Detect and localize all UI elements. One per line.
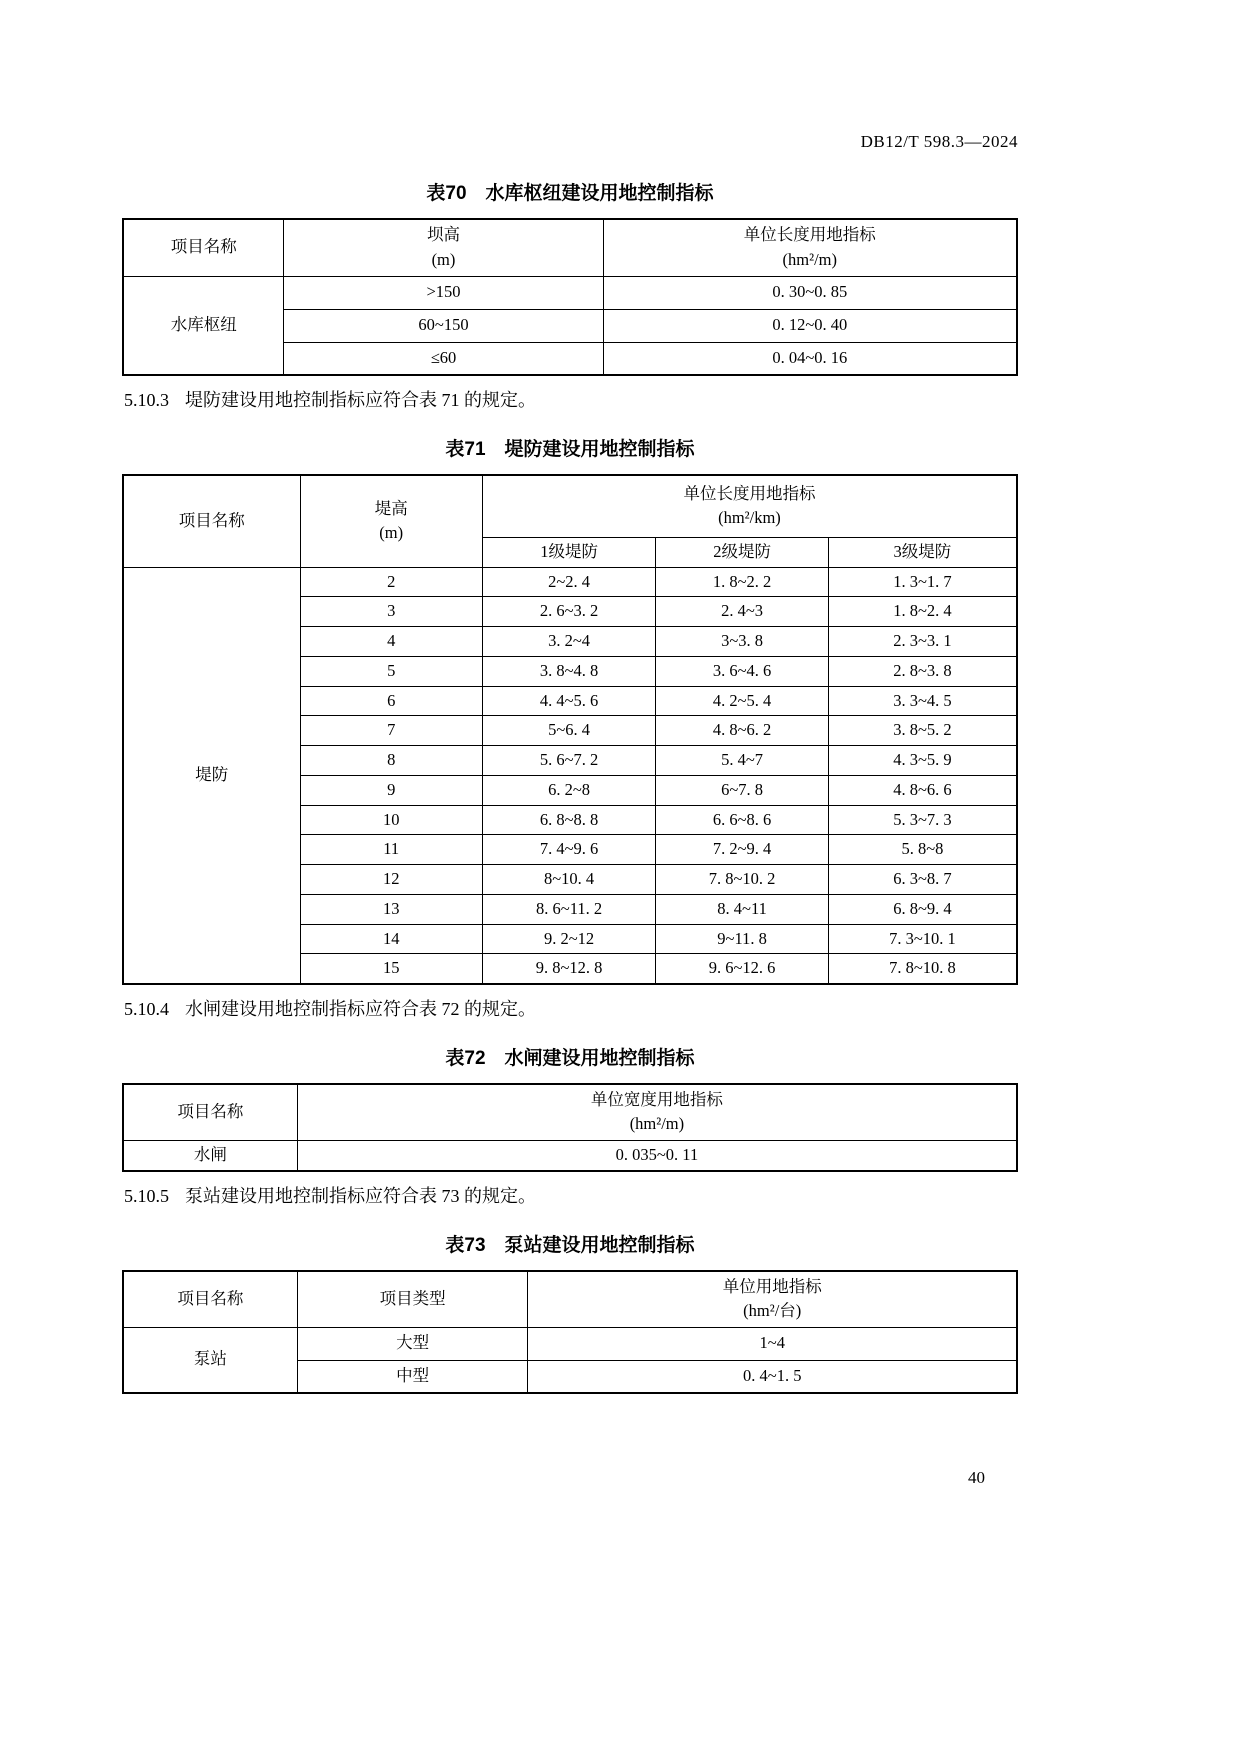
cell-grade3: 1. 8~2. 4 [828, 597, 1017, 627]
table73-header-indicator [528, 1271, 1017, 1327]
table71-header-grade1: 1级堤防 [482, 537, 655, 567]
cell-grade2: 9~11. 8 [656, 924, 829, 954]
cell-grade1: 6. 8~8. 8 [482, 805, 655, 835]
clause-text: 堤防建设用地控制指标应符合表 71 的规定。 [185, 390, 536, 410]
cell-grade1: 8~10. 4 [482, 865, 655, 895]
cell-grade2: 4. 8~6. 2 [656, 716, 829, 746]
cell-grade3: 5. 3~7. 3 [828, 805, 1017, 835]
table71-header-dike-height [300, 475, 482, 567]
cell-value: 0. 30~0. 85 [603, 276, 1017, 309]
header-line: (m) [431, 249, 456, 269]
cell-height: 10 [300, 805, 482, 835]
cell-grade1: 5~6. 4 [482, 716, 655, 746]
cell-grade3: 3. 8~5. 2 [828, 716, 1017, 746]
cell-grade3: 2. 8~3. 8 [828, 656, 1017, 686]
cell-grade3: 6. 3~8. 7 [828, 865, 1017, 895]
table70-header-project: 项目名称 [123, 219, 284, 276]
cell-grade1: 5. 6~7. 2 [482, 746, 655, 776]
cell-grade2: 3~3. 8 [656, 627, 829, 657]
table72 [122, 1083, 1018, 1172]
cell-grade2: 9. 6~12. 6 [656, 954, 829, 984]
cell-value: 0. 12~0. 40 [603, 309, 1017, 342]
cell-height: >150 [284, 276, 603, 309]
cell-height: 9 [300, 775, 482, 805]
doc-code: DB12/T 598.3—2024 [860, 132, 1018, 151]
cell-grade2: 8. 4~11 [656, 894, 829, 924]
clause-number: 5.10.3 [124, 390, 169, 410]
cell-height: ≤60 [284, 342, 603, 375]
cell-grade2: 6~7. 8 [656, 775, 829, 805]
cell-height: 12 [300, 865, 482, 895]
cell-grade2: 5. 4~7 [656, 746, 829, 776]
table71-header-indicator [482, 475, 1017, 537]
cell-project-name: 堤防 [123, 567, 300, 984]
table72-header-project: 项目名称 [123, 1084, 297, 1140]
cell-grade2: 7. 8~10. 2 [656, 865, 829, 895]
cell-height: 8 [300, 746, 482, 776]
cell-grade1: 2~2. 4 [482, 567, 655, 597]
header-line: (hm²/km) [718, 508, 781, 528]
header-line: 单位宽度用地指标 [590, 1089, 723, 1109]
cell-height: 6 [300, 686, 482, 716]
cell-grade3: 7. 3~10. 1 [828, 924, 1017, 954]
table73-header-row [123, 1271, 1017, 1327]
clause-5-10-3 [124, 387, 1018, 414]
table-row [123, 276, 1017, 309]
cell-grade1: 2. 6~3. 2 [482, 597, 655, 627]
table72-header-row [123, 1084, 1017, 1140]
cell-project-name: 水库枢纽 [123, 276, 284, 375]
table-row [123, 1140, 1017, 1171]
header-line: (hm²/台) [743, 1301, 802, 1321]
clause-number: 5.10.5 [124, 1186, 169, 1206]
header-line: (hm²/m) [629, 1114, 685, 1134]
header-line: 单位长度用地指标 [743, 225, 876, 244]
cell-grade2: 3. 6~4. 6 [656, 656, 829, 686]
cell-grade2: 1. 8~2. 2 [656, 567, 829, 597]
cell-grade3: 7. 8~10. 8 [828, 954, 1017, 984]
cell-grade1: 8. 6~11. 2 [482, 894, 655, 924]
cell-grade3: 3. 3~4. 5 [828, 686, 1017, 716]
cell-height: 4 [300, 627, 482, 657]
cell-grade1: 3. 8~4. 8 [482, 656, 655, 686]
table70-header-indicator [603, 219, 1017, 276]
cell-height: 7 [300, 716, 482, 746]
cell-grade1: 9. 2~12 [482, 924, 655, 954]
clause-5-10-5 [124, 1183, 1018, 1210]
cell-grade3: 2. 3~3. 1 [828, 627, 1017, 657]
cell-value: 0. 04~0. 16 [603, 342, 1017, 375]
cell-grade3: 4. 3~5. 9 [828, 746, 1017, 776]
cell-grade3: 6. 8~9. 4 [828, 894, 1017, 924]
table71-header-grade2: 2级堤防 [656, 537, 829, 567]
table70-header-row [123, 219, 1017, 276]
cell-grade1: 6. 2~8 [482, 775, 655, 805]
cell-height: 2 [300, 567, 482, 597]
table71-header-row-1 [123, 475, 1017, 537]
cell-grade2: 2. 4~3 [656, 597, 829, 627]
cell-grade1: 7. 4~9. 6 [482, 835, 655, 865]
page-number: 40 [968, 1468, 985, 1487]
cell-grade3: 4. 8~6. 6 [828, 775, 1017, 805]
cell-type: 中型 [297, 1360, 528, 1393]
header-line: (hm²/m) [782, 249, 837, 269]
clause-text: 泵站建设用地控制指标应符合表 73 的规定。 [185, 1186, 536, 1206]
table70-header-dam-height [284, 219, 603, 276]
cell-grade2: 7. 2~9. 4 [656, 835, 829, 865]
cell-value: 1~4 [528, 1327, 1017, 1360]
table72-title: 表72 水闸建设用地控制指标 [445, 1048, 695, 1069]
clause-number: 5.10.4 [124, 999, 169, 1019]
cell-height: 13 [300, 894, 482, 924]
cell-grade1: 9. 8~12. 8 [482, 954, 655, 984]
page-content [122, 132, 1018, 1394]
clause-text: 水闸建设用地控制指标应符合表 72 的规定。 [185, 999, 536, 1019]
cell-height: 3 [300, 597, 482, 627]
cell-height: 14 [300, 924, 482, 954]
cell-value: 0. 4~1. 5 [528, 1360, 1017, 1393]
table72-header-indicator [297, 1084, 1017, 1140]
cell-height: 11 [300, 835, 482, 865]
cell-height: 15 [300, 954, 482, 984]
header-line: 堤高 [374, 498, 408, 518]
table-row [123, 567, 1017, 597]
table71-header-grade3: 3级堤防 [828, 537, 1017, 567]
table70-title: 表70 水库枢纽建设用地控制指标 [426, 183, 714, 204]
table71-title: 表71 堤防建设用地控制指标 [445, 439, 695, 460]
header-line: 单位长度用地指标 [683, 483, 816, 503]
cell-grade2: 6. 6~8. 6 [656, 805, 829, 835]
table73-title: 表73 泵站建设用地控制指标 [445, 1235, 695, 1256]
clause-5-10-4 [124, 996, 1018, 1023]
cell-grade3: 1. 3~1. 7 [828, 567, 1017, 597]
cell-project-name: 泵站 [123, 1327, 297, 1393]
table-row [123, 1327, 1017, 1360]
table73-header-type: 项目类型 [297, 1271, 528, 1327]
cell-grade1: 3. 2~4 [482, 627, 655, 657]
cell-grade2: 4. 2~5. 4 [656, 686, 829, 716]
table70 [122, 218, 1018, 376]
cell-height: 60~150 [284, 309, 603, 342]
table71 [122, 474, 1018, 985]
cell-project-name: 水闸 [123, 1140, 297, 1171]
header-line: 单位用地指标 [722, 1276, 822, 1296]
table73-header-project: 项目名称 [123, 1271, 297, 1327]
table71-header-project: 项目名称 [123, 475, 300, 567]
header-line: 坝高 [426, 225, 460, 244]
cell-height: 5 [300, 656, 482, 686]
table73 [122, 1270, 1018, 1394]
header-line: (m) [379, 523, 404, 543]
cell-type: 大型 [297, 1327, 528, 1360]
cell-value: 0. 035~0. 11 [297, 1140, 1017, 1171]
cell-grade1: 4. 4~5. 6 [482, 686, 655, 716]
cell-grade3: 5. 8~8 [828, 835, 1017, 865]
